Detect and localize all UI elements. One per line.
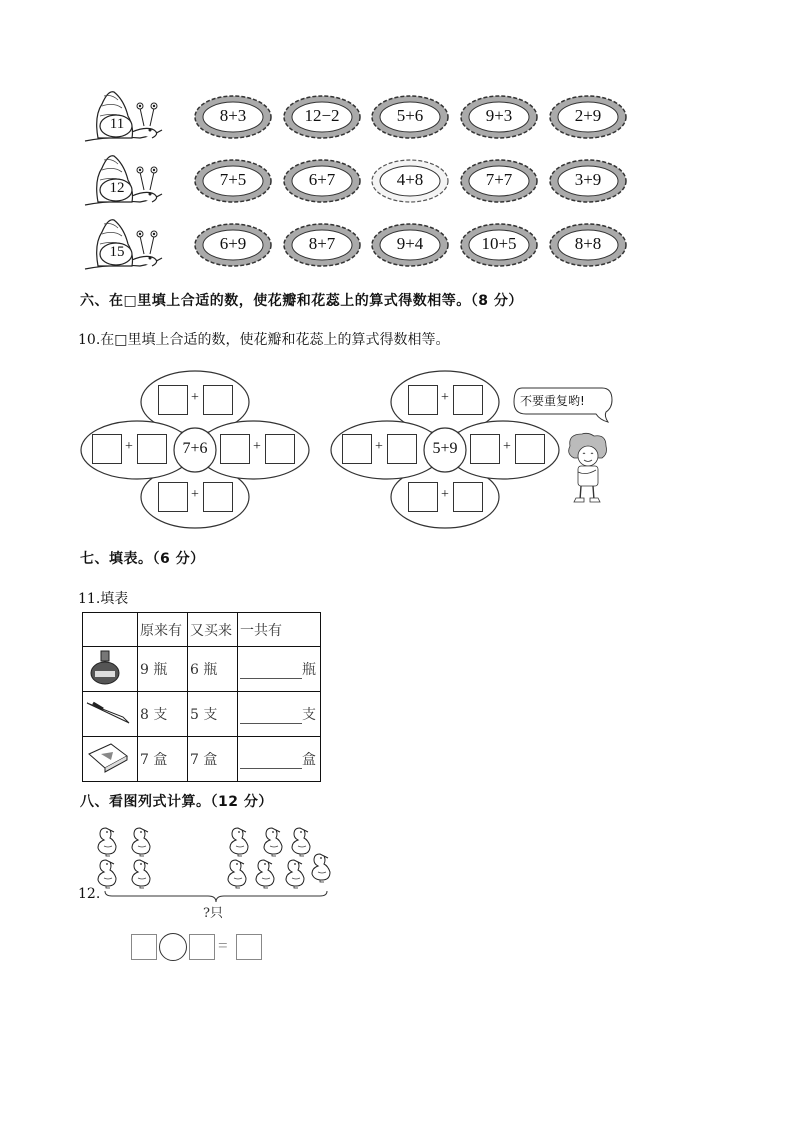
flower-expression: 5+6 <box>396 106 424 125</box>
unit-label: 盒 <box>302 752 316 768</box>
operator-circle[interactable] <box>159 933 187 961</box>
answer-box[interactable] <box>408 385 438 415</box>
total-answer-cell[interactable] <box>238 692 321 737</box>
ink-bottle-icon <box>83 647 138 692</box>
unit-label: 瓶 <box>302 662 316 678</box>
answer-box[interactable] <box>453 482 483 512</box>
answer-blank[interactable] <box>240 707 302 724</box>
flower-expression: 8+3 <box>219 106 247 125</box>
boy-character-icon <box>562 432 612 507</box>
flower-card[interactable] <box>282 222 362 268</box>
center-expression: 7+6 <box>182 440 208 457</box>
bought-count: 7 盒 <box>188 737 238 782</box>
snail-row <box>80 150 640 212</box>
question-10: 10.在□里填上合适的数，使花瓣和花蕊上的算式得数相等。 <box>78 332 450 348</box>
flower-expression: 6+9 <box>219 234 247 253</box>
flower-expression: 4+8 <box>396 170 424 189</box>
speech-bubble <box>512 384 614 420</box>
bought-count: 5 支 <box>188 692 238 737</box>
plus-sign: + <box>191 487 199 502</box>
flower-expression: 9+3 <box>485 106 513 125</box>
answer-box[interactable] <box>453 385 483 415</box>
answer-blank[interactable] <box>240 662 302 679</box>
flower-expression: 8+8 <box>574 234 602 253</box>
flower-card[interactable] <box>370 158 450 204</box>
flower-card[interactable] <box>459 222 539 268</box>
table-header-cell: 一共有 <box>238 613 321 647</box>
question-12-number: 12. <box>78 886 101 902</box>
table-header-cell: 原来有 <box>138 613 188 647</box>
flower-expression: 12−2 <box>304 106 340 125</box>
plus-sign: + <box>125 439 133 454</box>
flower-expression: 7+5 <box>219 170 247 189</box>
plus-sign: + <box>253 439 261 454</box>
ducks-illustration-icon <box>92 822 342 894</box>
flower-card[interactable] <box>548 94 628 140</box>
flower-card[interactable] <box>548 222 628 268</box>
plus-sign: + <box>441 390 449 405</box>
flower-card[interactable] <box>282 94 362 140</box>
plus-sign: + <box>503 439 511 454</box>
fill-table <box>82 612 321 782</box>
original-count: 8 支 <box>138 692 188 737</box>
answer-box[interactable] <box>203 482 233 512</box>
table-row <box>83 737 321 782</box>
flower-card[interactable] <box>548 158 628 204</box>
flower-card[interactable] <box>193 158 273 204</box>
section-6-title: 六、在□里填上合适的数，使花瓣和花蕊上的算式得数相等。（8 分） <box>80 293 523 309</box>
flower-card[interactable] <box>370 222 450 268</box>
total-answer-cell[interactable] <box>238 647 321 692</box>
table-row <box>83 692 321 737</box>
answer-box[interactable] <box>470 434 500 464</box>
snail-number: 15 <box>109 244 125 260</box>
original-count: 9 瓶 <box>138 647 188 692</box>
table-header-row <box>83 613 321 647</box>
question-11: 11.填表 <box>78 591 129 607</box>
eraser-box-icon <box>83 737 138 782</box>
table-header-cell: 又买来 <box>188 613 238 647</box>
petal-flower-1 <box>80 370 310 530</box>
original-count: 7 盒 <box>138 737 188 782</box>
answer-box[interactable] <box>220 434 250 464</box>
pen-icon <box>83 692 138 737</box>
answer-box[interactable] <box>189 934 215 960</box>
center-expression: 5+9 <box>432 440 458 457</box>
answer-blank[interactable] <box>240 752 302 769</box>
table-row <box>83 647 321 692</box>
total-answer-cell[interactable] <box>238 737 321 782</box>
unit-label: 支 <box>302 707 316 723</box>
result-box[interactable] <box>236 934 262 960</box>
flower-card[interactable] <box>459 94 539 140</box>
plus-sign: + <box>441 487 449 502</box>
flower-card[interactable] <box>193 222 273 268</box>
answer-box[interactable] <box>387 434 417 464</box>
answer-box[interactable] <box>203 385 233 415</box>
flower-expression: 3+9 <box>574 170 602 189</box>
answer-box[interactable] <box>158 385 188 415</box>
flower-expression: 7+7 <box>485 170 513 189</box>
answer-box[interactable] <box>515 434 545 464</box>
brace-label: ?只 <box>203 906 223 921</box>
flower-expression: 2+9 <box>574 106 602 125</box>
flower-expression: 8+7 <box>308 234 336 253</box>
flower-card[interactable] <box>459 158 539 204</box>
snail-number: 11 <box>109 116 125 132</box>
snail-row <box>80 214 640 276</box>
flower-card[interactable] <box>193 94 273 140</box>
plus-sign: + <box>375 439 383 454</box>
answer-box[interactable] <box>408 482 438 512</box>
section-7-title: 七、填表。（6 分） <box>80 551 205 567</box>
snail-row <box>80 86 640 148</box>
bought-count: 6 瓶 <box>188 647 238 692</box>
answer-box[interactable] <box>131 934 157 960</box>
flower-expression: 10+5 <box>481 234 517 253</box>
table-header-cell <box>83 613 138 647</box>
flower-card[interactable] <box>370 94 450 140</box>
equals-sign: = <box>218 936 228 955</box>
flower-expression: 9+4 <box>396 234 424 253</box>
flower-card[interactable] <box>282 158 362 204</box>
answer-box[interactable] <box>342 434 372 464</box>
flower-expression: 6+7 <box>308 170 336 189</box>
snail-number: 12 <box>109 180 125 196</box>
speech-bubble-text: 不要重复哟! <box>520 394 585 408</box>
plus-sign: + <box>191 390 199 405</box>
answer-box[interactable] <box>158 482 188 512</box>
answer-box[interactable] <box>265 434 295 464</box>
section-8-title: 八、看图列式计算。（12 分） <box>80 794 273 810</box>
answer-box[interactable] <box>92 434 122 464</box>
answer-box[interactable] <box>137 434 167 464</box>
